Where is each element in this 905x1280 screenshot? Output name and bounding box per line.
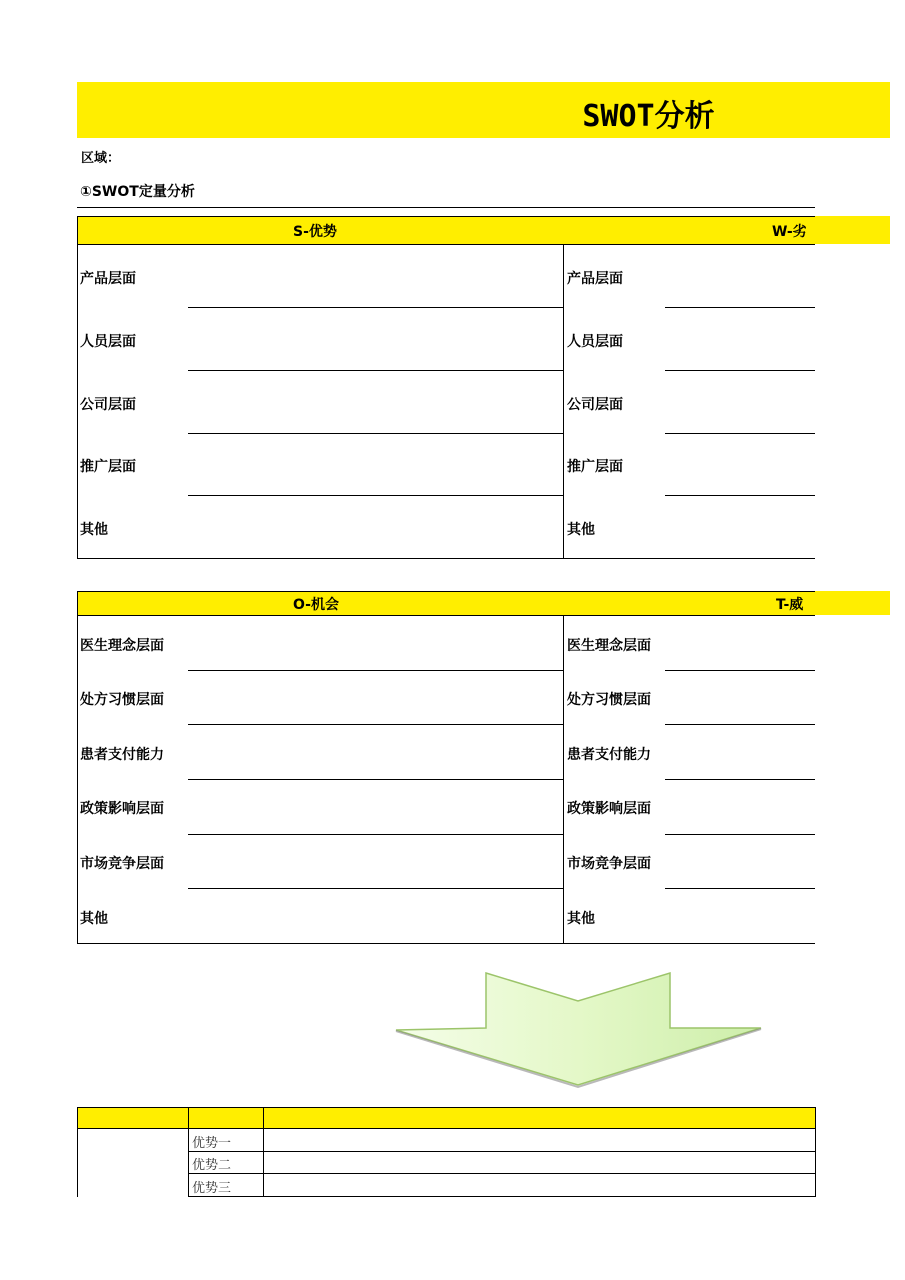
bt-row-label: 优势二 xyxy=(192,1158,232,1173)
ot-row-label: 患者支付能力 xyxy=(80,747,164,763)
ot-row-label: 其他 xyxy=(567,911,595,927)
sw-row-label: 人员层面 xyxy=(80,334,136,350)
page-title: SWOT分析 xyxy=(582,99,715,134)
bt-v xyxy=(77,1107,78,1197)
bt-row-sep xyxy=(188,1151,816,1152)
bt-v xyxy=(263,1107,264,1197)
sw-row-label: 产品层面 xyxy=(567,271,623,287)
bt-v xyxy=(815,1107,816,1197)
ot-row-label: 政策影响层面 xyxy=(80,801,164,817)
sw-row-label: 产品层面 xyxy=(80,271,136,287)
sw-row-label: 公司层面 xyxy=(567,397,623,413)
bt-row-label: 优势一 xyxy=(192,1136,232,1151)
ot-row-label: 市场竞争层面 xyxy=(80,856,164,872)
sw-row-label: 推广层面 xyxy=(567,459,623,475)
sw-header-left: S-优势 xyxy=(293,224,337,240)
ot-header-right: T-威 xyxy=(776,597,804,613)
ot-row-label: 医生理念层面 xyxy=(567,638,651,654)
bt-row-sep xyxy=(188,1196,816,1197)
sw-row-label: 推广层面 xyxy=(80,459,136,475)
ot-row-label: 处方习惯层面 xyxy=(567,692,651,708)
ot-row-label: 其他 xyxy=(80,911,108,927)
bt-v xyxy=(188,1107,189,1197)
bt-row-label: 优势三 xyxy=(192,1181,232,1196)
ot-row-label: 市场竞争层面 xyxy=(567,856,651,872)
sw-row-label: 其他 xyxy=(567,522,595,538)
ot-row-label: 处方习惯层面 xyxy=(80,692,164,708)
section-label: ①SWOT定量分析 xyxy=(80,184,195,200)
ot-row-label: 患者支付能力 xyxy=(567,747,651,763)
ot-row-label: 政策影响层面 xyxy=(567,801,651,817)
ot-header-left: O-机会 xyxy=(293,597,339,613)
sw-row-label: 其他 xyxy=(80,522,108,538)
ot-row-label: 医生理念层面 xyxy=(80,638,164,654)
bt-row-sep xyxy=(188,1173,816,1174)
region-label: 区域： xyxy=(81,151,121,166)
sw-row-label: 人员层面 xyxy=(567,334,623,350)
sw-row-label: 公司层面 xyxy=(80,397,136,413)
sw-header-right: W-劣 xyxy=(772,224,807,240)
